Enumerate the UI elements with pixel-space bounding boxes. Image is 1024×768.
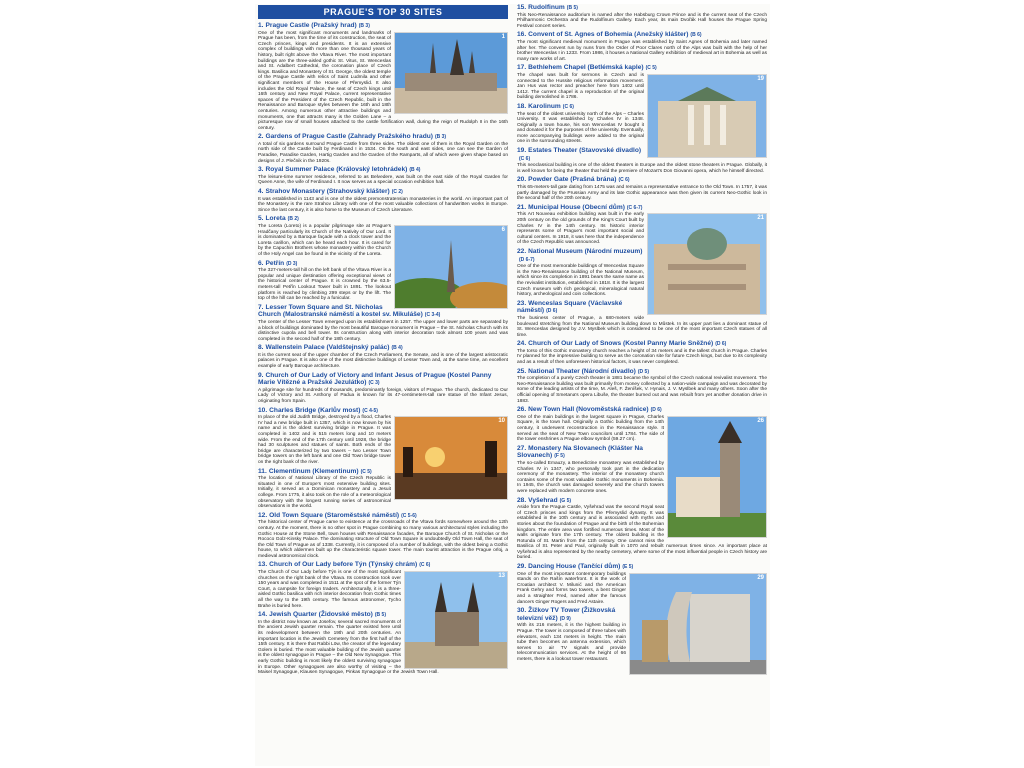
site-description: The Church of Our Lady before Týn is one of the most significant churches on the right bank of the Vltava. Its construction took over 150 years and was completed in 1511 at the spot of the former Týn Court, a campsite for foreign traders. Architecturally, it is a three-aisled Gothic basilica with rich interior decoration from Gothic times all the way to the 19th century. The famous astronomer, Tycho Brahe is buried here.	[258, 570, 401, 609]
left-column	[258, 4, 508, 764]
map-reference: (C 6)	[419, 562, 431, 569]
site-entry	[517, 340, 767, 365]
map-reference: (B 5)	[566, 5, 578, 11]
site-description: A pilgrimage site for hundreds of thousands, predominantly foreign, visitors of Prague. The church, dedicated to Our Lady of Victory and St. Anthony of Padua is known for its 47-centimeters-tall rare statue of the Infant Jesus, originating from Spain.	[258, 387, 508, 405]
site-name: Loreta	[265, 215, 286, 223]
photo-number: 1	[501, 33, 505, 40]
page-title: PRAGUE'S TOP 30 SITES	[258, 5, 508, 19]
site-name: Petřín	[265, 259, 285, 267]
site-name: Rudolfinum	[528, 4, 565, 11]
site-description: The completion of a purely Czech theater in 1881 became the symbol of the Czech national revivalist movement. The Neo-Renaissance building was built primarily from money collected by a nation-wide campaign and was decorated by some of the leading artists of the time, M. Aleš, F. Ženíšek, V. Hynais, J. V. Myslbek and many others. Soon after the official opening of Smetana's opera Libuše, the theater burned out and was rebuilt from yet another donation drive in 1883.	[517, 376, 767, 404]
site-entry	[517, 4, 767, 29]
site-description: This Art Nouveau exhibition building was built in the early 20th century on the old grounds of the King's Court built by Charles IV in the 14th century. Its historic interior represents some of Prague's most important social and cultural centers. In 1918, it was here that the independence of the Czech Republic was announced.	[517, 212, 644, 246]
site-heading: 13. Church of Our Lady before Týn (Týnský chrám) (C 6)	[258, 561, 431, 569]
map-reference: (C 6)	[562, 103, 574, 110]
site-heading: 5. Loreta (B 2)	[258, 215, 299, 223]
site-heading: 18. Karolinum (C 6)	[517, 102, 574, 110]
map-reference: (C 6)	[519, 155, 531, 162]
photo-number: 26	[757, 417, 764, 424]
site-description: The Loreta (Loreto) is a popular pilgrimage site at Prague's Hradčany particularly its Church of the Nativity of Our Lord. It is dominated by a Baroque façade with a clock tower and the Loreta carillon, which can be heard each hour. It is cared for by the Capuchin Brothers whose monastery within the Church of the Holy Angel can be found in the vicinity of the Loreta.	[258, 224, 391, 257]
site-name: Strahov Monastery (Strahovský klášter)	[265, 188, 390, 196]
site-heading: 30. Žižkov TV Tower (Žižkovská televizní věž) (D 9)	[517, 607, 616, 622]
site-description: One of the most memorable buildings of Wenceslas Square is the Neo-Renaissance building of the National Museum, which since its completion in 1891 bears the same name as the revivalist institution, established in 1818. It is the largest Czech museum with rich geological, mineralogical natural history, archeological and coin collections.	[517, 264, 644, 298]
map-reference: (B 3)	[434, 134, 447, 141]
map-reference: (B 6)	[690, 32, 702, 39]
site-name: Clementinum (Klementinum)	[268, 467, 359, 475]
map-reference: (D 6)	[715, 341, 727, 348]
site-heading: 29. Dancing House (Tančící dům) (E 5)	[517, 563, 634, 571]
estates-theater-photo	[647, 74, 767, 158]
site-name: Monastery Na Slovanech (Klášter Na Slovanech)	[517, 444, 643, 460]
map-reference: (C 5)	[645, 65, 657, 72]
site-description: This neoclassical building is one of the oldest theaters in Europe and the oldest stone theaters in Prague. Globally, it is well known for being the theater that held the premiere of Mozart's Don Giovanni opera, which he himself directed.	[517, 163, 767, 174]
site-entry	[258, 22, 508, 131]
site-description: The location of National Library of the Czech Republic is situated in one of Europe's most extensive building sites. Initially, it served as a Dominican monastery and a Jesuit college. From 1775, it also took on the role of a meteorological observatory with the longest running series of astronomical observations in the world.	[258, 476, 391, 510]
site-description: One of the most significant monuments and landmarks of Prague has been, from the time of its construction, the seat of Czech princes, kings and presidents. It is an extensive complex of buildings with more than one thousand years of history, built right above the Vltava River. The most important buildings are the three-aisled gothic St. Vitus, St. Wenceslas and St. Adalbert Cathedral, the coronation place of Czech kings. Basilica and Monastery of St. George, the oldest temple of the Prague Castle with relics of Saint Ludmila and other significant members of the House of Přemyslid. It also includes the Old Royal Palace, the seat of Czech kings until 16th century and New Royal Palace, current representative spaces of the President of the Czech Republic, built in the Renaissance and Baroque styles between the 16th and 18th centuries. Among numerous other attractive buildings and monuments, one that attracts many is the Golden Lane – a picturesque row of small houses attached to the castle fortification wall, during the reign of Rudolph II in the 16th century.	[258, 30, 508, 131]
photo-number: 29	[757, 574, 764, 581]
map-reference: (B 5)	[374, 612, 386, 619]
site-name: Vyšehrad	[528, 496, 558, 504]
site-heading: 20. Powder Gate (Prašná brána) (C 6)	[517, 176, 630, 184]
site-heading: 22. National Museum (Národní muzeum)(D 6-7)	[517, 247, 643, 263]
site-description: It is the current seat of the upper chamber of the Czech Parliament, the Senate, and is one of the largest aristocratic palaces in Prague. It is also one of the most distinctive buildings of Lesser Town and, at the same time, an excellent example of early Baroque architecture.	[258, 352, 508, 370]
map-reference: (B 2)	[287, 216, 299, 223]
site-name: Church of Our Lady before Týn (Týnský chrám)	[269, 561, 418, 569]
site-name: Wenceslas Square (Václavské náměstí)	[517, 299, 623, 315]
site-heading: 15. Rudolfinum (B 5)	[517, 4, 578, 11]
site-name: Wallenstein Palace (Valdštejnský palác)	[265, 344, 390, 352]
site-description: The most significant medieval monument in Prague was established by Saint Agnes of Bohemia and later named after her. The convent run by nuns from the Order of Poor Clares north of the Alps was built with the help of her brother Wenceslas I in 1233. From 1986, it houses a National Gallery exhibition of medieval art in Bohemia as well as many rare works of art.	[517, 39, 767, 62]
map-reference: (C 6-7)	[626, 204, 643, 211]
site-heading: 14. Jewish Quarter (Židovské město) (B 5)	[258, 611, 386, 619]
site-heading: 25. National Theater (Národní divadlo) (D 5)	[517, 367, 650, 375]
map-reference: (B 4)	[391, 345, 403, 352]
map-reference: (C 6)	[618, 177, 630, 184]
site-entry	[258, 512, 508, 560]
site-heading: 17. Bethlehem Chapel (Betlémská kaple) (C 5)	[517, 64, 657, 72]
site-name: New Town Hall (Novoměstská radnice)	[528, 406, 649, 414]
site-entry	[258, 166, 508, 186]
site-description: The business center of Prague, a 680-meters wide boulevard stretching from the National Museum building down to Můstek. In its upper part lies a dominant statue of St. Wenceslas designed by J.V. Myslbek which is considered to be one of the most important Czech statues of all time.	[517, 315, 767, 338]
site-description: In the district now known as Josefov, several sacred monuments of the ancient Jewish quarter remain. The quarter existed here until its redevelopment between the 19th and 20th centuries. An important location is the Jewish Cemetery from the first half of the 15th century. It is there that Rabbi Löw, the creator of the legendary Golem is buried. The most valuable building of the Jewish quarter is the oldest synagogue in Prague – the Old New Synagogue. This early Gothic building is most likely the oldest surviving synagogue in Europe. Other synagogues are also worthy of visiting – the Maisel Synagogue, Klausen Synagogue, Pinkas Synagogue or the Jewish Town Hall.	[258, 619, 439, 676]
site-description: Aside from the Prague Castle, Vyšehrad was the second Royal seat of Czech princes and kings from the Přemyslid dynasty. It was established in the 10th century and is associated with myths and stories about the foundation of Prague and the birth of the Bohemian kingdom. The entire area was fortified numerous times. Most of the walls originate from the 17th century. The oldest building is the Rotunda of St. Martin from the 11th century. One cannot miss the Basilica of St. Peter and Paul, originally built in 1070 and rebuilt numerous times since. An important place at Vyšehrad is also represented by the nearby cemetery, where some of the most influential people in Czech history are buried.	[517, 505, 767, 561]
site-heading: 28. Vyšehrad (G 5)	[517, 496, 572, 504]
site-name: Convent of St. Agnes of Bohemia (Anežský klášter)	[528, 31, 689, 39]
site-entry	[258, 372, 508, 405]
site-entry	[258, 215, 508, 257]
map-reference: (C 5-6)	[401, 512, 417, 519]
map-reference: (B 4)	[409, 167, 421, 174]
site-description: One of the main buildings in the largest square in Prague, Charles Square, is the town hall. Originally a Gothic building from the 14th century, it underwent reconstruction in the Renaissance style. It served as the seat of New Town councilors until 1784. The side of the tower enshrines a Prague elbow symbol (59.27 cm).	[517, 414, 664, 443]
site-description: The 327-meters-tall hill on the left bank of the Vltava River is a popular and unique destination offering exceptional views of the historical center of Prague. It is crowned by the 63.5-meters-tall Petřín Lookout Tower built in 1891. The lookout platform is reached by climbing 299 steps or by the lift. The top of the hill can be reached by a funicular.	[258, 268, 391, 302]
map-reference: (D 6)	[546, 308, 558, 315]
site-entry	[258, 344, 508, 369]
site-heading: 4. Strahov Monastery (Strahovský klášter) (C 2)	[258, 188, 403, 196]
new-town-hall-photo	[667, 416, 767, 538]
site-name: National Museum (Národní muzeum)	[528, 247, 643, 255]
site-heading: 3. Royal Summer Palace (Královský letohrádek) (B 4)	[258, 166, 421, 174]
site-entry	[258, 407, 508, 466]
site-description: One of the most important contemporary buildings stands on the Rašín waterfront. It is the work of Croatian architect V. Milunić and the American Frank Gehry and forms two towers, a bent Ginger and a straighter Fred, named after the famous dancers Ginger Rogers and Fred Astaire.	[517, 571, 626, 605]
map-reference: (C 2)	[391, 189, 403, 196]
site-heading: 10. Charles Bridge (Karlův most) (C 4-5)	[258, 406, 378, 414]
site-heading: 12. Old Town Square (Staroměstské náměstí) (C 5-6)	[258, 511, 417, 519]
site-heading: 27. Monastery Na Slovanech (Klášter Na Slovanech) (F 5)	[517, 444, 643, 460]
site-name: Žižkov TV Tower (Žižkovská televizní věž)	[517, 607, 616, 622]
photo-number: 10	[498, 418, 505, 425]
map-reference: (D 5)	[637, 368, 650, 375]
site-heading: 9. Church of Our Lady of Victory and Infant Jesus of Prague (Kostel Panny Marie Vítězné a Pražské Jezulátko) (C 3)	[258, 371, 492, 387]
site-heading: 1. Prague Castle (Pražský hrad) (B 3)	[258, 22, 370, 29]
site-entry	[517, 406, 767, 443]
site-description: This Neo-Renaissance auditorium is named after the Habsburg Crown Prince and is the current seat of the Czech Philharmonic Orchestra and the Rudolfinum Gallery. Each year, its main Dvořák Hall houses the Prague Spring Festival concert series.	[517, 12, 767, 29]
site-name: Bethlehem Chapel (Betlémská kaple)	[528, 64, 644, 72]
site-name: Church of Our Lady of Snows (Kostel Panny Marie Sněžné)	[528, 340, 714, 348]
site-name: Jewish Quarter (Židovské město)	[269, 611, 373, 619]
map-reference: (C 5)	[360, 468, 372, 475]
site-description: A total of six gardens surround Prague Castle from three sides. The oldest one of them is the Royal Garden on the north side of the Castle built by Ferdinand I in 1534. On the south and east sides, one can see the Garden of Paradise, Paradise Garden, Hartig Garden and the Garden of the Ramparts, all of which were given shape based on designs of J. Plečnik in the 1920s.	[258, 141, 508, 164]
site-entry	[258, 561, 508, 609]
photo-number: 19	[757, 75, 764, 82]
map-reference: (D 9)	[559, 615, 571, 622]
photo-number: 13	[498, 573, 505, 580]
map-reference: (B 3)	[358, 23, 370, 29]
map-reference: (C 3)	[368, 380, 380, 387]
map-reference: (E 5)	[622, 564, 634, 571]
petrin-tower-photo	[394, 225, 508, 309]
site-name: Powder Gate (Prašná brána)	[528, 176, 617, 184]
site-heading: 8. Wallenstein Palace (Valdštejnský palác) (B 4)	[258, 344, 403, 352]
site-heading: 11. Clementinum (Klementinum) (C 5)	[258, 467, 372, 475]
map-reference: (D 6-7)	[519, 256, 535, 263]
site-description: In place of the old Judith Bridge, destroyed by a flood, Charles IV had a new bridge built in 1357, which is now known by his name and is the oldest surviving bridge in Prague. It was completed in 1402 and is 515 meters long and 10 meters wide. From the end of the 17th century until 1928, the bridge had 30 sculptures and statues of saints. Both ends of the bridge are characterized by two towers – two Lesser Town bridge towers on the left bank and one Old Town bridge tower on the right bank of the river.	[258, 415, 391, 465]
photo-number: 21	[757, 215, 764, 222]
site-entry	[517, 204, 767, 246]
site-description: The torso of this Gothic monastery church reaches a height of 34 meters and is the tallest church in Prague. Charles IV planned for the impressive building to serve as the coronation site for future Czech kings, but due to its complexity and as a result of then unforeseen historical factors, it was never completed.	[517, 348, 767, 366]
site-heading: 23. Wenceslas Square (Václavské náměstí) (D 6)	[517, 299, 623, 315]
site-heading: 16. Convent of St. Agnes of Bohemia (Anežský klášter) (B 6)	[517, 31, 702, 39]
site-name: Royal Summer Palace (Královský letohrádek)	[265, 166, 408, 174]
map-reference: (C 4-5)	[362, 407, 378, 414]
site-entry	[517, 31, 767, 62]
site-heading: 21. Municipal House (Obecní dům) (C 6-7)	[517, 203, 643, 211]
site-name: Dancing House (Tančící dům)	[528, 563, 621, 571]
site-entry	[258, 304, 508, 343]
photo-number: 6	[501, 227, 505, 233]
charles-bridge-photo	[394, 416, 508, 500]
site-description: The leisure-time summer residence, referred to as Belvedere, was built on the east side of the Royal Garden for Queen Anne, the wife of Ferdinand I. It now serves as a special occasion exhibition hall.	[258, 174, 508, 186]
brochure-page	[255, 4, 770, 766]
site-name: Lesser Town Square and St. Nicholas Church (Malostranské náměstí a kostel sv. Mikuláše)	[258, 303, 423, 319]
prague-castle-photo	[394, 32, 508, 114]
site-name: Estates Theater (Stavovské divadlo)	[528, 147, 642, 155]
map-reference: (D 3)	[286, 260, 298, 267]
map-reference: (G 5)	[559, 497, 572, 504]
site-entry	[517, 368, 767, 405]
site-heading: 26. New Town Hall (Novoměstská radnice) (D 6)	[517, 406, 662, 414]
site-name: National Theater (Národní divadlo)	[528, 367, 636, 375]
site-description: The center of the Lesser Town emerged upon its establishment in 1257. The upper and lower parts are separated by a block of buildings dominated by the most beautiful Baroque monument in Prague – the St. Nicholas Church with its distinctive cupola and bell tower. Its construction along with interior decoration took almost 100 years and was completed in the second half of the 18th century.	[258, 319, 508, 342]
dancing-house-photo	[629, 573, 767, 675]
site-description: It was established in 1143 and is one of the oldest premonstratensian monasteries in the world. An important part of the Monastery is the rare Strahov Library with one of the most valuable collections of handwritten works in Europe. Since the last century, it is also home to the Museum of Czech Literature.	[258, 196, 508, 213]
site-heading: 24. Church of Our Lady of Snows (Kostel Panny Marie Sněžné) (D 6)	[517, 340, 727, 348]
right-column	[517, 4, 767, 764]
site-entry	[517, 64, 767, 101]
site-description: The so-called Emauzy, a Benedictine monastery was established by Charles IV in 1347, who personally took part in the dedication ceremony of the monastery. The interior of the monastery church contains some of the most valuable Gothic monuments in Bohemia. In 1945, the church was damaged severely and the church towers were replaced with modern concrete ones.	[517, 460, 664, 494]
tyn-church-photo	[404, 571, 508, 669]
site-name: Charles Bridge (Karlův most)	[269, 406, 361, 414]
site-entry	[258, 188, 508, 213]
map-reference: (D 6)	[650, 407, 662, 414]
site-description: This 65-meters-tall gate dating from 1475 was and remains a representative entrance to the Old Town. In 1757, it was partly damaged by the Prussian Army and its late Gothic appearance was then given its current Neo-Gothic look in the second half of the 20th century.	[517, 185, 767, 202]
map-reference: (F 5)	[554, 453, 565, 460]
site-entry	[517, 176, 767, 201]
site-name: Municipal House (Obecní dům)	[528, 203, 625, 211]
site-name: Church of Our Lady of Victory and Infant Jesus of Prague (Kostel Panny Marie Vítězné a Pražské Jezulátko)	[258, 371, 492, 387]
site-name: Karolinum	[528, 102, 561, 110]
map-reference: (C 3-4)	[424, 312, 441, 319]
site-name: Old Town Square (Staroměstské náměstí)	[269, 511, 400, 519]
site-description: The seat of the oldest university north of the Alps – Charles University. It was established by Charles IV in 1348. Originally a town house, his son Wenceslas IV bought it and donated it for the purposes of the university. Eventually, more accompanying buildings were added to the original one in the surrounding streets.	[517, 111, 644, 145]
site-entry	[517, 563, 767, 605]
site-heading: 19. Estates Theater (Stavovské divadlo)(C 6)	[517, 147, 642, 162]
site-name: Gardens of Prague Castle (Zahrady Pražského hradu)	[265, 133, 433, 141]
site-description: The chapel was built for sermons in Czech and is connected to the Hussite religious reformation movement. Jan Hus was rector and preacher here from 1402 until 1412. The current chapel is a reproduction of the original building demolished in 1786.	[517, 72, 644, 101]
site-description: The historical center of Prague came to existence at the crossroads of the Vltava fords somewhere around the 12th century. At the moment, there is no other spot in Prague combining so many various architectural styles including the Gothic House at the Stone Bell, town houses with Renaissance facades, the Baroque Church of St. Nicholas or the Rococo Golz-Kinsky Palace. The dominating structure of Old Town Square is undoubtedly Old Town Hall, the seat of the Old Town of Prague as of 1338. Currently, it is composed of a number of buildings, with the oldest being a Gothic house, to which aldermen built up the characteristic square tower. The main tourist attraction is the Prague orloj, a medieval astronomical clock.	[258, 520, 508, 559]
site-heading: 2. Gardens of Prague Castle (Zahrady Pražského hradu) (B 3)	[258, 133, 447, 141]
site-description: With its 216 meters, it is the highest building in Prague. The tower is composed of three tubes with elevators, each 134 meters in height. The main tube then becomes an antenna extension, which serves to air TV signals and provide telecommunication services. At the height of 66 meters, there is a lookout tower restaurant.	[517, 623, 626, 662]
site-heading: 6. Petřín (D 3)	[258, 259, 298, 267]
site-heading: 7. Lesser Town Square and St. Nicholas Church (Malostranské náměstí a kostel sv. Mikuláše) (C 3-4)	[258, 303, 441, 319]
municipal-house-photo	[647, 213, 767, 315]
site-name: Prague Castle (Pražský hrad)	[265, 22, 357, 29]
site-entry	[258, 133, 508, 164]
